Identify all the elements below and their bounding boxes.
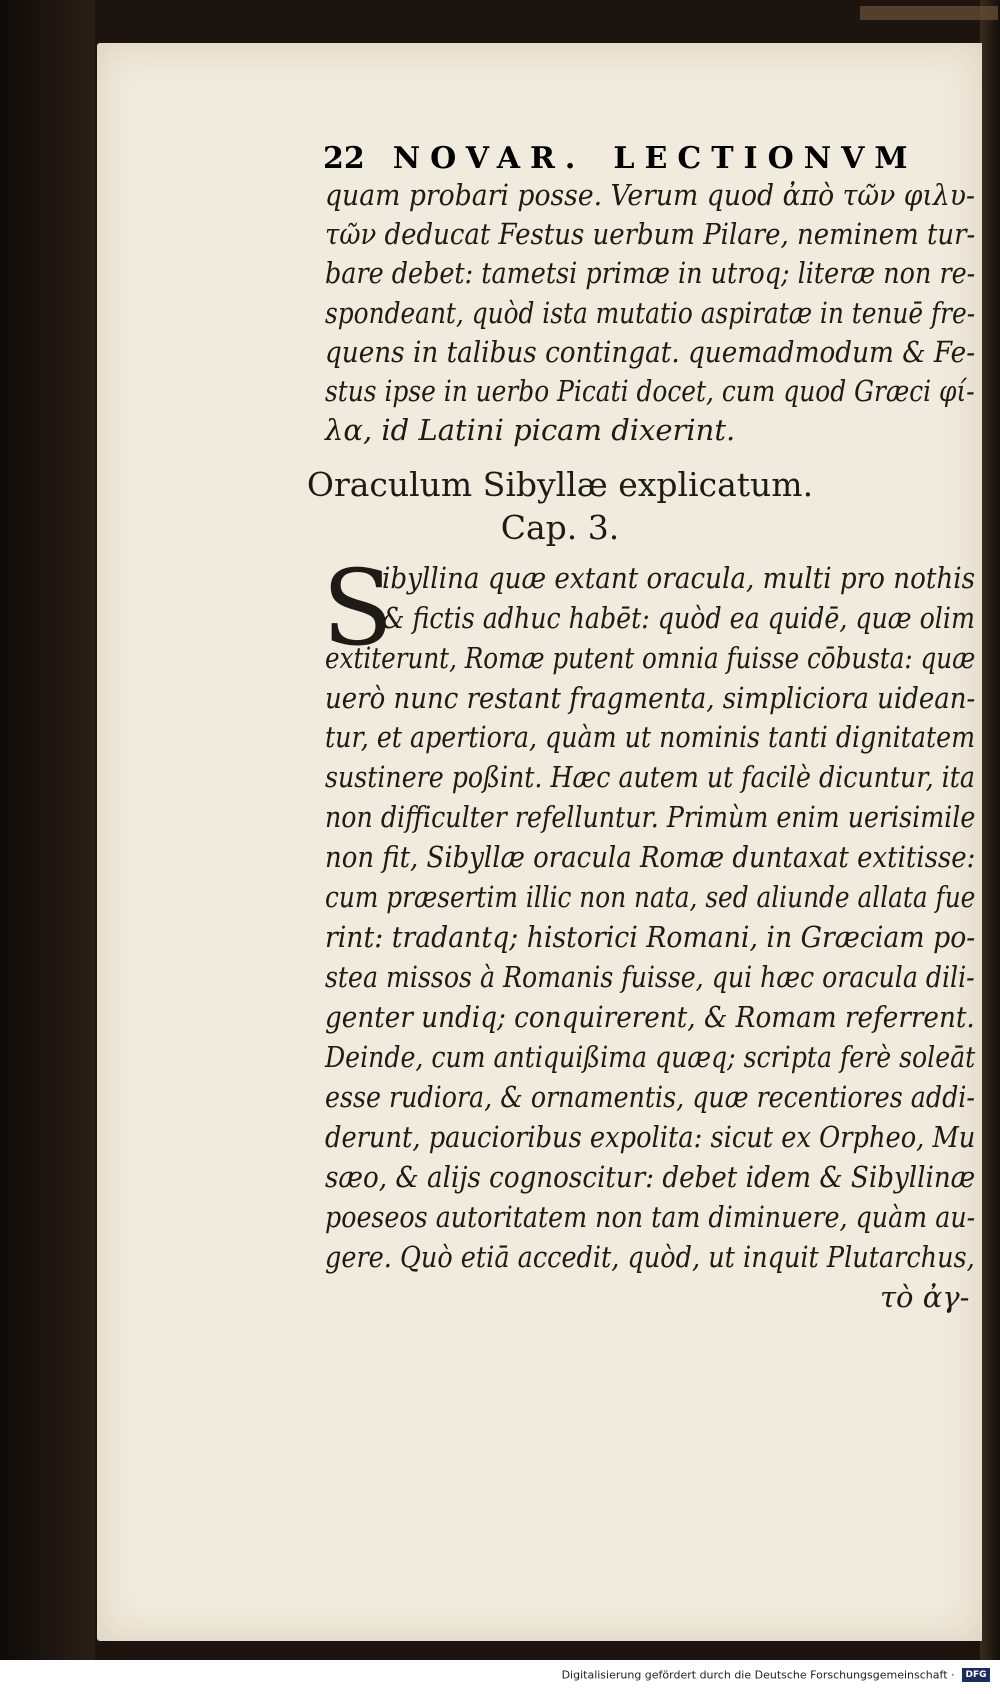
text-line: bare debet: tametsi primæ in utroq; literæ non re- — [325, 256, 976, 290]
text-line: gere. Quò etiā accedit, quòd, ut inquit Plutarchus, — [325, 1240, 975, 1274]
text-line: poeseos autoritatem non tam diminuere, quàm au- — [325, 1200, 976, 1234]
page-edge — [980, 0, 1000, 1660]
text-line: rint: tradantq; historici Romani, in Græciam po- — [325, 920, 976, 954]
text-line: sustinere poßint. Hæc autem ut facilè dicuntur, ita — [325, 760, 975, 794]
text-line: genter undiq; conquirerent, & Romam referrent. — [325, 1000, 975, 1034]
text-line: tur, et apertiora, quàm ut nominis tanti dignitatem — [325, 720, 976, 754]
text-line: uerò nunc restant fragmenta, simpliciora uidean- — [325, 681, 976, 715]
text-line: esse rudiora, & ornamentis, quæ recentiores addi- — [325, 1080, 975, 1114]
next-page-edge — [860, 6, 998, 20]
binding-shadow — [0, 0, 95, 1660]
text-line: quam probari posse. Verum quod ἀπὸ τῶν φιλυ- — [325, 178, 975, 212]
text-line: non fit, Sibyllæ oracula Romæ duntaxat extitisse: — [325, 840, 976, 874]
drop-cap: S — [322, 547, 394, 669]
text-line: sæo, & alijs cognoscitur: debet idem & Sibyllinæ — [325, 1160, 976, 1194]
digitization-credit — [0, 1668, 1000, 1690]
text-line: quens in talibus contingat. quemadmodum & Fe- — [325, 335, 976, 369]
chapter-title: Oraculum Sibyllæ explicatum. — [306, 465, 814, 504]
text-line: stea missos à Romanis fuisse, qui hæc oracula dili- — [325, 960, 975, 994]
text-line: spondeant, quòd ista mutatio aspiratæ in tenuē fre- — [325, 296, 976, 330]
page-number: 22 — [323, 141, 365, 176]
running-head — [323, 141, 918, 181]
text-line: τῶν deducat Festus uerbum Pilare, neminem tur- — [325, 217, 976, 251]
text-line: extiterunt, Romæ putent omnia fuisse cōbusta: quæ — [325, 641, 976, 675]
credit-text: Digitalisierung gefördert durch die Deutsche Forschungsgemeinschaft · — [561, 1668, 955, 1682]
dfg-logo: DFG — [962, 1668, 990, 1682]
text-line: cum præsertim illic non nata, sed aliunde allata fue — [325, 880, 976, 914]
catchword: τὸ ἀγ- — [880, 1280, 970, 1314]
text-line: λα, id Latini picam dixerint. — [325, 413, 736, 447]
running-head-title-left: NOVAR. — [392, 141, 586, 176]
text-line: & fictis adhuc habēt: quòd ea quidē, quæ olim — [382, 601, 975, 635]
text-line: non difficulter refelluntur. Primùm enim uerisimile — [325, 800, 976, 834]
text-line: stus ipse in uerbo Picati docet, cum quod Græci φί- — [325, 374, 975, 408]
chapter-number: Cap. 3. — [500, 508, 620, 547]
text-line: ibyllina quæ extant oracula, multi pro nothis — [382, 561, 976, 595]
text-line: derunt, paucioribus expolita: sicut ex Orpheo, Mu — [325, 1120, 976, 1154]
text-line: Deinde, cum antiquißima quæq; scripta ferè soleāt — [325, 1040, 976, 1074]
running-head-title-right: LECTIONVM — [613, 141, 918, 176]
